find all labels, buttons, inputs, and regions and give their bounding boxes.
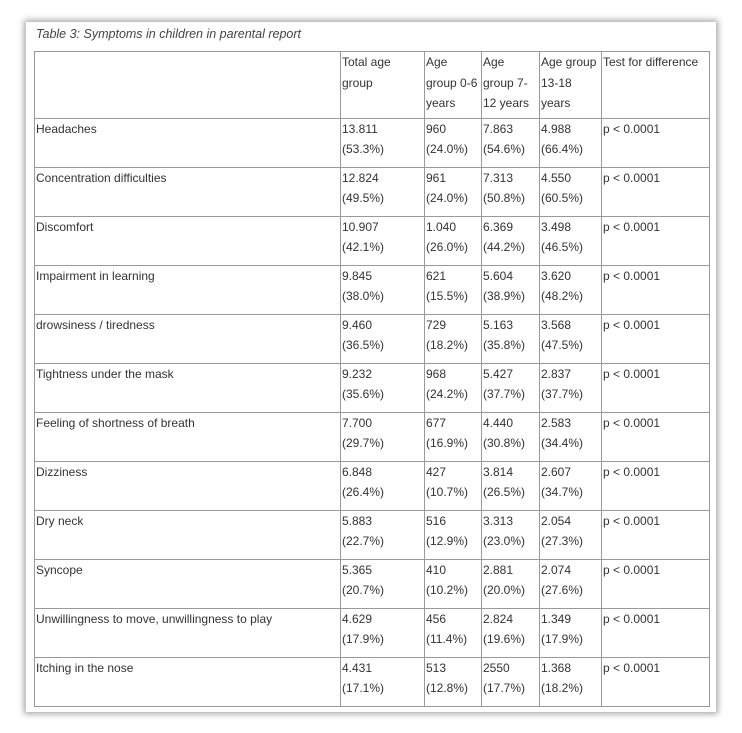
total-cell [341,559,425,608]
symptom-cell [35,167,341,216]
total-cell [341,510,425,559]
count-value: 2.054 [541,513,572,528]
symptom-label: Concentration difficulties [36,170,167,185]
p-value-cell [602,412,710,461]
p-value-cell [602,608,710,657]
percent-value: (44.2%) [483,240,526,254]
header-age-0-6: Age group 0-6 years [425,52,482,119]
percent-value: (37.7%) [483,387,526,401]
count-value: 9.232 [342,366,373,381]
count-value: 6.848 [342,464,373,479]
symptom-cell [35,363,341,412]
age-0-6-cell [425,265,482,314]
count-value: 2.074 [541,562,572,577]
age-13-18-cell [540,657,602,706]
percent-value: (19.6%) [483,632,526,646]
symptom-label: Tightness under the mask [36,366,174,381]
count-value: 12.824 [342,170,379,185]
p-value: p < 0.0001 [603,268,661,283]
p-value-cell [602,363,710,412]
symptom-label: Impairment in learning [36,268,155,283]
age-13-18-cell [540,314,602,363]
symptom-cell [35,657,341,706]
count-value: 4.440 [483,415,514,430]
percent-value: (10.7%) [426,485,469,499]
age-13-18-cell [540,608,602,657]
percent-value: (15.5%) [426,289,469,303]
table-row [35,510,710,559]
percent-value: (49.5%) [342,191,385,205]
age-7-12-cell [482,510,540,559]
age-0-6-cell [425,216,482,265]
percent-value: (42.1%) [342,240,385,254]
age-0-6-cell [425,412,482,461]
percent-value: (37.7%) [541,387,584,401]
p-value: p < 0.0001 [603,121,661,136]
percent-value: (24.0%) [426,142,469,156]
count-value: 621 [426,268,447,283]
age-13-18-cell [540,265,602,314]
age-0-6-cell [425,118,482,167]
table-row [35,216,710,265]
age-13-18-cell [540,363,602,412]
total-cell [341,167,425,216]
percent-value: (16.9%) [426,436,469,450]
symptom-label: Dry neck [36,513,84,528]
percent-value: (38.0%) [342,289,385,303]
count-value: 1.368 [541,660,572,675]
p-value: p < 0.0001 [603,219,661,234]
p-value: p < 0.0001 [603,366,661,381]
age-0-6-cell [425,608,482,657]
header-age-7-12: Age group 7-12 years [482,52,540,119]
symptom-label: Syncope [36,562,83,577]
count-value: 7.700 [342,415,373,430]
p-value: p < 0.0001 [603,170,661,185]
p-value-cell [602,510,710,559]
count-value: 13.811 [342,121,378,136]
percent-value: (10.2%) [426,583,469,597]
age-0-6-cell [425,657,482,706]
table-row [35,363,710,412]
count-value: 5.163 [483,317,514,332]
age-7-12-cell [482,167,540,216]
percent-value: (17.9%) [342,632,385,646]
percent-value: (35.8%) [483,338,526,352]
count-value: 3.814 [483,464,514,479]
percent-value: (48.2%) [541,289,584,303]
total-cell [341,118,425,167]
percent-value: (27.6%) [541,583,584,597]
count-value: 2.583 [541,415,572,430]
count-value: 516 [426,513,447,528]
p-value-cell [602,559,710,608]
header-symptom [35,52,341,119]
total-cell [341,461,425,510]
symptom-label: Discomfort [36,219,94,234]
p-value: p < 0.0001 [603,611,661,626]
p-value-cell [602,265,710,314]
percent-value: (66.4%) [541,142,584,156]
percent-value: (26.0%) [426,240,469,254]
percent-value: (24.0%) [426,191,469,205]
total-cell [341,657,425,706]
count-value: 2.837 [541,366,572,381]
table-row [35,412,710,461]
percent-value: (27.3%) [541,534,584,548]
age-0-6-cell [425,510,482,559]
percent-value: (34.4%) [541,436,584,450]
p-value-cell [602,657,710,706]
count-value: 4.431 [342,660,373,675]
total-cell [341,608,425,657]
percent-value: (18.2%) [541,681,584,695]
count-value: 968 [426,366,447,381]
symptom-cell [35,608,341,657]
table-header-row [35,52,710,119]
percent-value: (53.3%) [342,142,385,156]
count-value: 961 [426,170,447,185]
symptom-label: Feeling of shortness of breath [36,415,195,430]
percent-value: (35.6%) [342,387,385,401]
count-value: 2.607 [541,464,572,479]
header-test: Test for difference [602,52,710,119]
table-row [35,118,710,167]
count-value: 410 [426,562,447,577]
p-value: p < 0.0001 [603,562,661,577]
age-13-18-cell [540,510,602,559]
age-0-6-cell [425,363,482,412]
age-7-12-cell [482,265,540,314]
age-0-6-cell [425,167,482,216]
percent-value: (11.4%) [426,632,468,646]
table-row [35,167,710,216]
p-value: p < 0.0001 [603,660,661,675]
table-row [35,657,710,706]
percent-value: (30.8%) [483,436,526,450]
age-13-18-cell [540,118,602,167]
count-value: 2.881 [483,562,514,577]
symptom-label: Dizziness [36,464,88,479]
age-13-18-cell [540,412,602,461]
percent-value: (46.5%) [541,240,584,254]
count-value: 10.907 [342,219,379,234]
age-7-12-cell [482,608,540,657]
count-value: 3.568 [541,317,572,332]
percent-value: (17.9%) [541,632,584,646]
count-value: 456 [426,611,447,626]
count-value: 5.427 [483,366,514,381]
count-value: 5.883 [342,513,373,528]
percent-value: (34.7%) [541,485,584,499]
count-value: 6.369 [483,219,514,234]
total-cell [341,412,425,461]
count-value: 5.604 [483,268,514,283]
symptom-label: Unwillingness to move, unwillingness to play [36,611,273,626]
p-value-cell [602,216,710,265]
count-value: 9.845 [342,268,373,283]
percent-value: (54.6%) [483,142,526,156]
count-value: 4.550 [541,170,572,185]
percent-value: (23.0%) [483,534,526,548]
percent-value: (17.1%) [342,681,385,695]
p-value-cell [602,314,710,363]
count-value: 2.824 [483,611,514,626]
total-cell [341,216,425,265]
age-0-6-cell [425,461,482,510]
percent-value: (36.5%) [342,338,385,352]
symptom-cell [35,510,341,559]
header-age-13-18: Age group 13-18 years [540,52,602,119]
count-value: 1.349 [541,611,572,626]
percent-value: (20.7%) [342,583,385,597]
percent-value: (50.8%) [483,191,526,205]
header-total: Total age group [341,52,425,119]
total-cell [341,314,425,363]
table-caption [36,27,301,41]
count-value: 3.498 [541,219,572,234]
count-value: 729 [426,317,447,332]
percent-value: (26.4%) [342,485,385,499]
percent-value: (20.0%) [483,583,526,597]
age-0-6-cell [425,559,482,608]
percent-value: (47.5%) [541,338,584,352]
symptom-cell [35,265,341,314]
count-value: 9.460 [342,317,373,332]
percent-value: (22.7%) [342,534,385,548]
age-13-18-cell [540,559,602,608]
caption-text: Symptoms in children in parental report [83,27,301,41]
percent-value: (18.2%) [426,338,469,352]
age-7-12-cell [482,559,540,608]
age-7-12-cell [482,314,540,363]
age-13-18-cell [540,461,602,510]
table-row [35,461,710,510]
symptom-label: Itching in the nose [36,660,134,675]
percent-value: (17.7%) [483,681,526,695]
table-row [35,265,710,314]
total-cell [341,265,425,314]
age-13-18-cell [540,216,602,265]
age-7-12-cell [482,412,540,461]
p-value: p < 0.0001 [603,415,661,430]
percent-value: (12.9%) [426,534,469,548]
count-value: 5.365 [342,562,373,577]
age-7-12-cell [482,216,540,265]
p-value: p < 0.0001 [603,464,661,479]
percent-value: (24.2%) [426,387,469,401]
symptom-cell [35,216,341,265]
symptom-cell [35,559,341,608]
count-value: 3.313 [483,513,514,528]
p-value-cell [602,167,710,216]
percent-value: (12.8%) [426,681,469,695]
percent-value: (26.5%) [483,485,526,499]
symptom-cell [35,461,341,510]
percent-value: (38.9%) [483,289,526,303]
count-value: 4.629 [342,611,373,626]
symptom-cell [35,412,341,461]
symptom-cell [35,118,341,167]
age-13-18-cell [540,167,602,216]
symptom-label: drowsiness / tiredness [36,317,155,332]
p-value: p < 0.0001 [603,317,661,332]
table-row [35,608,710,657]
age-0-6-cell [425,314,482,363]
percent-value: (29.7%) [342,436,385,450]
count-value: 960 [426,121,447,136]
count-value: 3.620 [541,268,572,283]
count-value: 1.040 [426,219,457,234]
count-value: 513 [426,660,447,675]
table-card [26,22,716,712]
count-value: 2550 [483,660,510,675]
table-row [35,314,710,363]
count-value: 427 [426,464,447,479]
table-body [35,118,710,706]
symptom-label: Headaches [36,121,97,136]
count-value: 7.863 [483,121,514,136]
p-value: p < 0.0001 [603,513,661,528]
symptom-cell [35,314,341,363]
p-value-cell [602,118,710,167]
count-value: 677 [426,415,447,430]
percent-value: (60.5%) [541,191,584,205]
age-7-12-cell [482,657,540,706]
total-cell [341,363,425,412]
count-value: 7.313 [483,170,514,185]
symptoms-table [34,51,710,707]
age-7-12-cell [482,118,540,167]
table-row [35,559,710,608]
caption-label: Table 3: [36,27,81,41]
age-7-12-cell [482,363,540,412]
age-7-12-cell [482,461,540,510]
count-value: 4.988 [541,121,572,136]
p-value-cell [602,461,710,510]
